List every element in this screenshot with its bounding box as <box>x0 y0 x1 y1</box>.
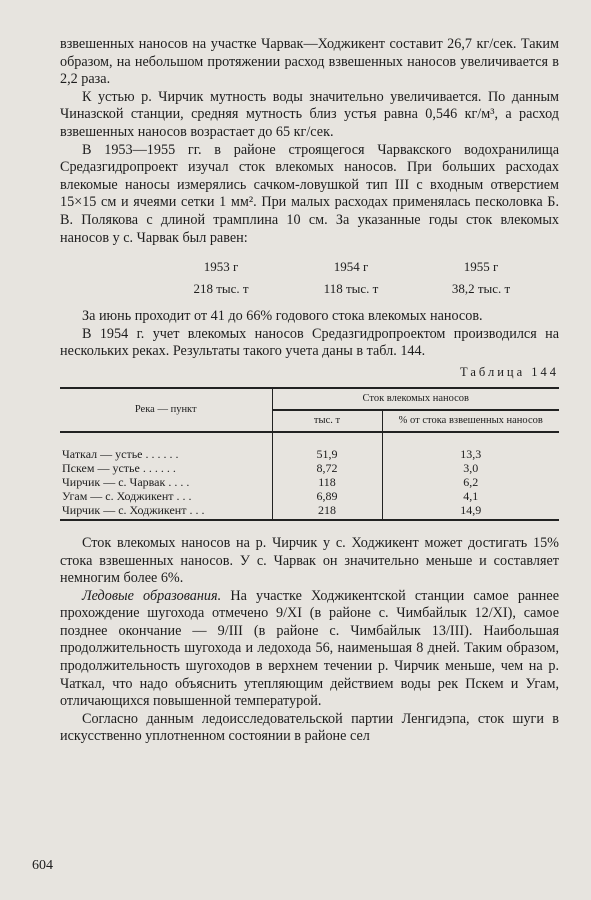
sediment-thousand-t: 51,9 <box>272 432 382 461</box>
year-label: 1953 г <box>203 259 239 275</box>
annual-sediment-list <box>156 256 559 300</box>
river-point: Пскем — устье . . . . . . <box>62 460 176 475</box>
column-header-percent: % от стока взвешенных наносов <box>382 410 559 432</box>
table-caption: Таблица 144 <box>460 364 559 379</box>
section-heading-ice: Ледовые образования. <box>82 587 222 604</box>
table-row <box>60 475 559 489</box>
table-row <box>60 503 559 520</box>
year-value: 38,2 тыс. т <box>451 281 511 297</box>
column-header-thousand-t: тыс. т <box>272 410 382 432</box>
paragraph-8: Согласно данным ледоисследовательской партии Ленгидэпа, сток шуги в искусственно уплотненном состоянии в районе сел <box>60 710 559 745</box>
table-row <box>60 489 559 503</box>
river-point: Чирчик — с. Чарвак . . . . <box>62 474 190 489</box>
paragraph-3: В 1953—1955 гг. в районе строящегося Чарвакского водохранилища Средазгидропроект изучал сток влекомых наносов. При больших расходах влекомые наносы измерялись сачком-ловушкой тип III с входным отверстием 15×15 см и ячеями сетки 1 мм². При малых расходах применялась песколовка Б. В. Полякова с длиной трамплина 10 см. За указанные годы сток влекомых наносов у с. Чарвак был равен: <box>60 141 559 246</box>
page-number: 604 <box>32 858 53 873</box>
sediment-percent: 6,2 <box>382 475 559 489</box>
sediment-percent: 14,9 <box>382 503 559 520</box>
sediment-percent: 3,0 <box>382 461 559 475</box>
paragraph-7-text: На участке Ходжикентской станции самое раннее прохождение шугохода отмечено 9/XI (в районе с. Чимбайлык 12/XI), самое позднее окончание — 9/III (в районе с. Чимбайлык 13/III). Наибольшая продолжительность шугохода и ледохода 56, наименьшая 8 дней. Таким образом, продолжительность шугоходов в верхнем течении р. Чирчик меньше, чем на р. Чаткал, что надо объяснить утепляющим действием воды рек Пскем и Угам, отличающихся повышенной температурой. <box>60 587 559 710</box>
paragraph-4: За июнь проходит от 41 до 66% годового стока влекомых наносов. <box>82 308 483 325</box>
sediment-table <box>60 387 559 521</box>
river-point: Чаткал — устье . . . . . . <box>62 446 179 461</box>
paragraph-1: взвешенных наносов на участке Чарвак—Ходжикент составит 26,7 кг/сек. Таким образом, на небольшом протяжении расход взвешенных наносов увеличивается в 2,2 раза. <box>60 36 559 88</box>
table-row <box>60 432 559 461</box>
sediment-thousand-t: 6,89 <box>272 489 382 503</box>
paragraph-7 <box>60 588 559 711</box>
sediment-thousand-t: 8,72 <box>272 461 382 475</box>
sediment-thousand-t: 118 <box>272 475 382 489</box>
paragraph-6: Сток влекомых наносов на р. Чирчик у с. Ходжикент может достигать 15% стока взвешенных наносов. У с. Чарвак он значительно меньше и составляет немногим более 6%. <box>60 534 559 587</box>
column-header-group: Сток влекомых наносов <box>272 388 559 410</box>
river-point: Угам — с. Ходжикент . . . <box>62 488 192 503</box>
table-row <box>60 461 559 475</box>
river-point: Чирчик — с. Ходжикент . . . <box>60 503 272 520</box>
sediment-percent: 4,1 <box>382 489 559 503</box>
year-value: 218 тыс. т <box>193 281 249 297</box>
paragraph-5: В 1954 г. учет влекомых наносов Средазгидропроектом производился на нескольких реках. Результаты такого учета даны в табл. 144. <box>60 325 559 360</box>
sediment-percent: 13,3 <box>382 432 559 461</box>
year-label: 1954 г <box>333 259 369 275</box>
paragraph-2: К устью р. Чирчик мутность воды значительно увеличивается. По данным Чиназской станции, средняя мутность близ устья равна 0,546 кг/м³, а расход взвешенных наносов возрастает до 65 кг/сек. <box>60 88 559 140</box>
year-value: 118 тыс. т <box>323 281 379 297</box>
year-label: 1955 г <box>463 259 499 275</box>
sediment-thousand-t: 218 <box>272 503 382 520</box>
column-header-river: Река — пункт <box>60 388 272 432</box>
